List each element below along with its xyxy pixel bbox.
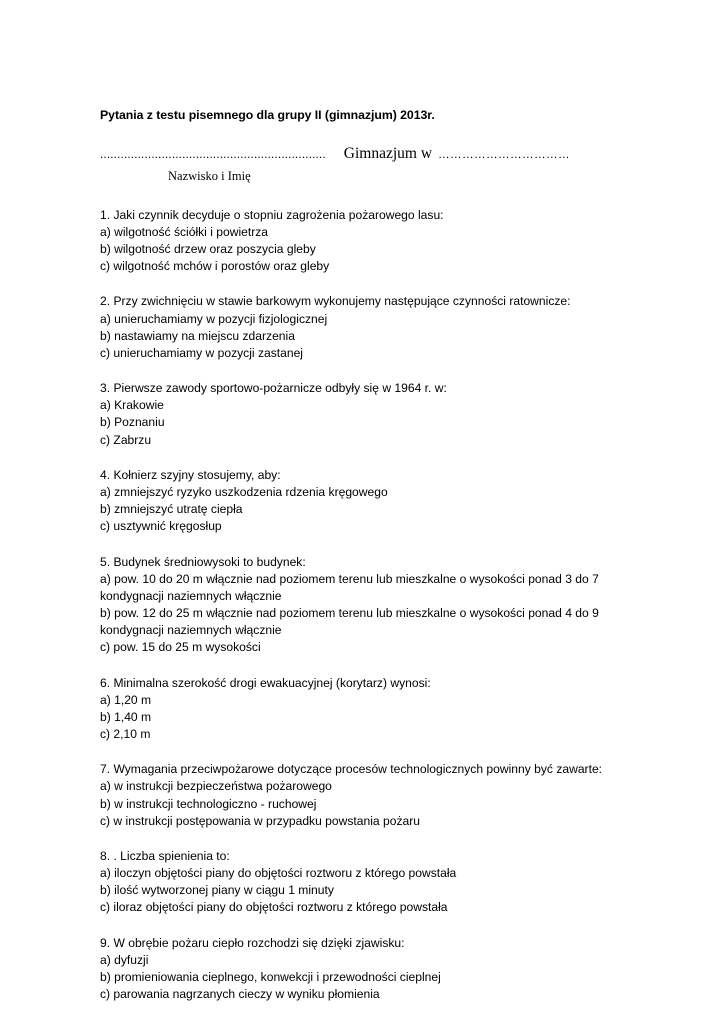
answer-option[interactable]: c) iloraz objętości piany do objętości roztworu z którego powstała <box>100 900 448 915</box>
answer-option[interactable]: a) Krakowie <box>100 398 164 413</box>
question-text: 3. Pierwsze zawody sportowo-pożarnicze odbyły się w 1964 r. w: <box>100 381 447 396</box>
answer-option[interactable]: c) w instrukcji postępowania w przypadku powstania pożaru <box>100 813 420 828</box>
answer-option[interactable]: b) Poznaniu <box>100 415 165 430</box>
name-caption-row <box>100 167 630 185</box>
questions-list <box>100 207 630 1004</box>
question-text: 9. W obrębie pożaru ciepło rozchodzi się dzięki zjawisku: <box>100 935 405 950</box>
school-dots-field[interactable]: …………………………… <box>438 147 570 161</box>
answer-option[interactable]: a) zmniejszyć ryzyko uszkodzenia rdzenia kręgowego <box>100 484 388 499</box>
question-block <box>100 935 630 1004</box>
answer-option[interactable]: a) pow. 10 do 20 m włącznie nad poziomem terenu lub mieszkalne o wysokości ponad 3 do 7 kondygnacji naziemnych włącznie <box>100 571 599 603</box>
answer-option[interactable]: c) unieruchamiamy w pozycji zastanej <box>100 345 303 360</box>
answer-option[interactable]: a) dyfuzji <box>100 952 149 967</box>
answer-option[interactable]: c) wilgotność mchów i porostów oraz gleby <box>100 259 330 274</box>
question-text: 1. Jaki czynnik decyduje o stopniu zagrożenia pożarowego lasu: <box>100 207 444 222</box>
answer-option[interactable]: b) pow. 12 do 25 m włącznie nad poziomem terenu lub mieszkalne o wysokości ponad 4 do 9 kondygnacji naziemnych włącznie <box>100 606 599 638</box>
question-text: 7. Wymagania przeciwpożarowe dotyczące procesów technologicznych powinny być zawarte: <box>100 762 603 777</box>
answer-option[interactable]: b) zmniejszyć utratę ciepła <box>100 502 243 517</box>
page-title: Pytania z testu pisemnego dla grupy II (gimnazjum) 2013r. <box>100 108 435 122</box>
question-block <box>100 848 630 917</box>
question-block <box>100 293 630 362</box>
question-block <box>100 761 630 830</box>
student-name-line <box>100 145 630 163</box>
answer-option[interactable]: b) 1,40 m <box>100 709 152 724</box>
question-text: 2. Przy zwichnięciu w stawie barkowym wykonujemy następujące czynności ratownicze: <box>100 294 571 309</box>
answer-option[interactable]: a) iloczyn objętości piany do objętości roztworu z którego powstała <box>100 866 457 881</box>
question-text: 5. Budynek średniowysoki to budynek: <box>100 554 306 569</box>
question-block <box>100 554 630 657</box>
answer-option[interactable]: a) 1,20 m <box>100 692 152 707</box>
answer-option[interactable]: b) wilgotność drzew oraz poszycia gleby <box>100 242 316 257</box>
answer-option[interactable]: c) pow. 15 do 25 m wysokości <box>100 640 261 655</box>
question-block <box>100 207 630 276</box>
question-block <box>100 467 630 536</box>
answer-option[interactable]: c) parowania nagrzanych cieczy w wyniku płomienia <box>100 987 380 1002</box>
answer-option[interactable]: b) nastawiamy na miejscu zdarzenia <box>100 328 295 343</box>
question-text: 6. Minimalna szerokość drogi ewakuacyjnej (korytarz) wynosi: <box>100 675 431 690</box>
question-block <box>100 380 630 449</box>
answer-option[interactable]: c) 2,10 m <box>100 727 151 742</box>
answer-option[interactable]: a) unieruchamiamy w pozycji fizjologicznej <box>100 311 328 326</box>
question-block <box>100 675 630 744</box>
answer-option[interactable]: a) wilgotność ściółki i powietrza <box>100 224 269 239</box>
answer-option[interactable]: b) promieniowania cieplnego, konwekcji i przewodności cieplnej <box>100 969 441 984</box>
name-dots-field[interactable]: .................................................................. <box>100 147 326 161</box>
answer-option[interactable]: c) Zabrzu <box>100 432 152 447</box>
name-caption: Nazwisko i Imię <box>168 168 251 183</box>
question-text: 8. . Liczba spienienia to: <box>100 848 230 863</box>
answer-option[interactable]: b) w instrukcji technologiczno - ruchowej <box>100 796 317 811</box>
answer-option[interactable]: c) usztywnić kręgosłup <box>100 519 222 534</box>
answer-option[interactable]: b) ilość wytworzonej piany w ciągu 1 minuty <box>100 883 334 898</box>
school-label: Gimnazjum w <box>343 144 433 162</box>
question-text: 4. Kołnierz szyjny stosujemy, aby: <box>100 467 281 482</box>
answer-option[interactable]: a) w instrukcji bezpieczeństwa pożarowego <box>100 779 332 794</box>
